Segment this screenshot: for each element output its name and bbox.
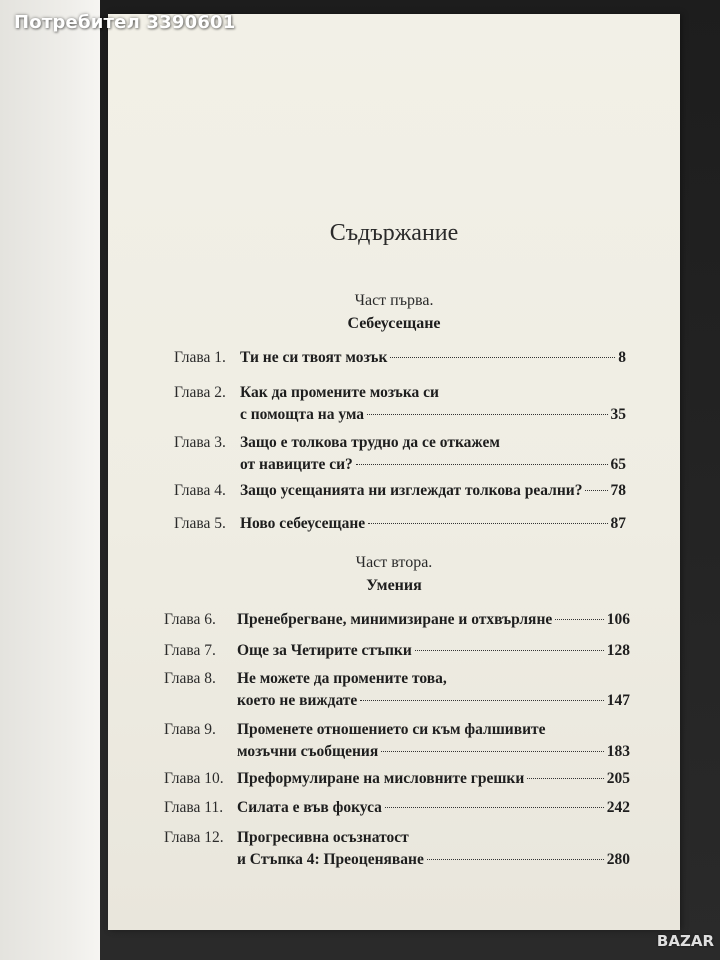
part-two-label: Част втора. <box>355 554 433 571</box>
chapter-title-line: Ново себеусещане <box>240 515 366 532</box>
chapter-title-line: Защо усещанията ни изглеждат толкова реални? <box>240 482 583 499</box>
chapter-title-line: Още за Четирите стъпки <box>237 642 412 659</box>
dot-leader <box>368 523 607 524</box>
dot-leader <box>415 650 604 651</box>
dot-leader <box>527 778 603 779</box>
chapter-title-line: мозъчни съобщения <box>237 743 379 760</box>
part-one-name: Себеусещане <box>347 315 441 332</box>
chapter-title-row <box>240 349 626 367</box>
chapter-title-line: Променете отношението си към фалшивите <box>237 721 546 738</box>
chapter-title-row <box>237 642 630 660</box>
chapter-number: Глава 2. <box>174 384 226 401</box>
brand-watermark: BAZAR <box>656 932 714 950</box>
chapter-title-row <box>240 482 626 500</box>
chapter-title-line: с помощта на ума <box>240 406 365 423</box>
dot-leader <box>381 751 604 752</box>
chapter-title-line: Преформулиране на мисловните грешки <box>237 770 525 787</box>
chapter-number: Глава 9. <box>164 721 216 738</box>
page-number: 106 <box>606 611 630 628</box>
chapter-number: Глава 3. <box>174 434 226 451</box>
dot-leader <box>555 619 603 620</box>
page-number: 87 <box>610 515 626 532</box>
chapter-title-line: Прогресивна осъзнатост <box>237 829 409 846</box>
page-number: 205 <box>606 770 630 787</box>
chapter-number: Глава 12. <box>164 829 224 846</box>
chapter-number: Глава 1. <box>174 349 226 366</box>
chapter-number: Глава 5. <box>174 515 226 532</box>
page-number: 128 <box>606 642 630 659</box>
chapter-number: Глава 10. <box>164 770 224 787</box>
page-number: 8 <box>618 349 626 366</box>
chapter-title-row <box>240 515 626 533</box>
chapter-number: Глава 11. <box>164 799 224 816</box>
page-number: 147 <box>606 692 630 709</box>
chapter-title-line: Пренебрегване, минимизиране и отхвърляне <box>237 611 553 628</box>
chapter-number: Глава 6. <box>164 611 216 628</box>
chapter-title-row <box>237 692 630 710</box>
page-number: 183 <box>606 743 630 760</box>
chapter-title-row <box>237 770 630 788</box>
chapter-title-row <box>237 799 630 817</box>
dot-leader <box>360 700 603 701</box>
chapter-title-row <box>237 743 630 761</box>
chapter-title-line: и Стъпка 4: Преоценяване <box>237 851 424 868</box>
page-number: 78 <box>610 482 626 499</box>
chapter-title-line: Как да промените мозъка си <box>240 384 439 401</box>
chapter-number: Глава 4. <box>174 482 226 499</box>
chapter-title-line: Ти не си твоят мозък <box>240 349 388 366</box>
dot-leader <box>367 414 607 415</box>
page-number: 65 <box>610 456 626 473</box>
chapter-title-line: Не можете да промените това, <box>237 670 447 687</box>
chapter-title-row <box>237 851 630 869</box>
chapter-title-line: което не виждате <box>237 692 358 709</box>
part-two-name: Умения <box>366 577 422 594</box>
page-number: 35 <box>610 406 626 423</box>
book-page <box>108 14 680 930</box>
chapter-title-row <box>237 611 630 629</box>
chapter-title-line: от навиците си? <box>240 456 353 473</box>
page-title: Съдържание <box>329 220 459 246</box>
part-one-label: Част първа. <box>354 292 434 309</box>
chapter-number: Глава 7. <box>164 642 216 659</box>
chapter-title-row <box>240 406 626 424</box>
chapter-title-line: Силата е във фокуса <box>237 799 382 816</box>
page-number: 242 <box>606 799 630 816</box>
dot-leader <box>356 464 608 465</box>
page-number: 280 <box>606 851 630 868</box>
chapter-title-line: Защо е толкова трудно да се откажем <box>240 434 500 451</box>
dot-leader <box>585 490 607 491</box>
dot-leader <box>385 807 604 808</box>
chapter-title-row <box>240 456 626 474</box>
user-watermark: Потребител 3390601 <box>14 12 236 33</box>
dot-leader <box>390 357 615 358</box>
dot-leader <box>427 859 604 860</box>
chapter-number: Глава 8. <box>164 670 216 687</box>
adjacent-page-left <box>0 0 100 960</box>
